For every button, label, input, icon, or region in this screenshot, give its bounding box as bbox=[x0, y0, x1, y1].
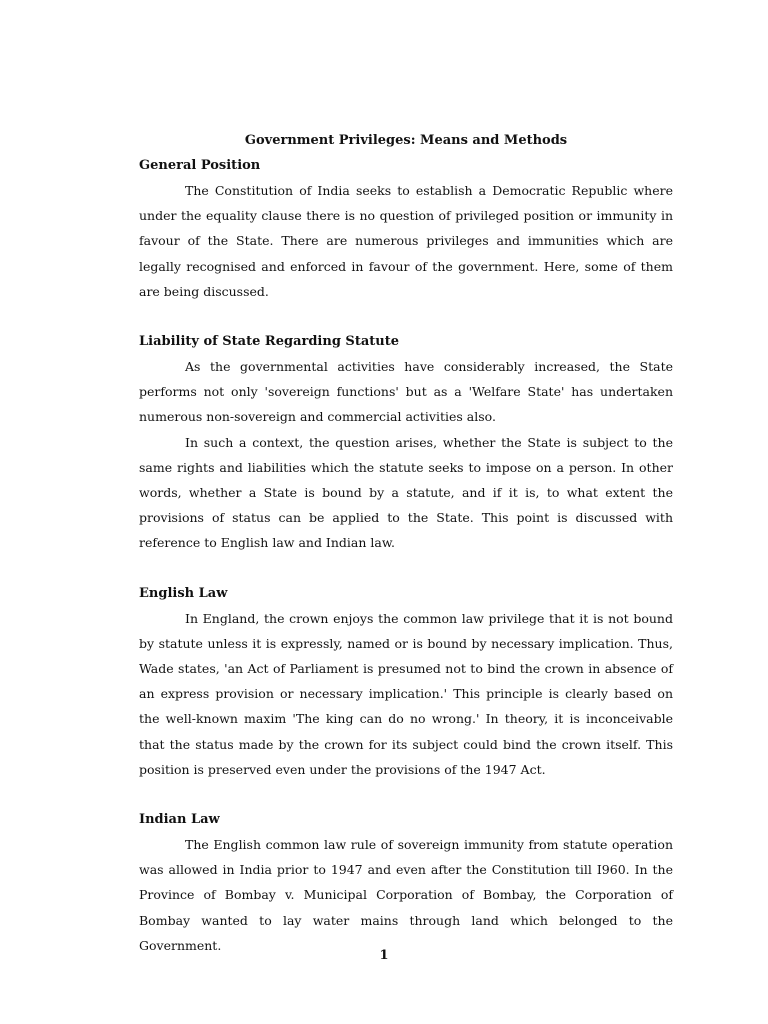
section-paragraph: In England, the crown enjoys the common law privilege that it is not bound by statute unless it is expressly, named or is bound by necessary implication. Thus, Wade states, 'an Act of Parliament is presumed not to bind the crown in absence of an express provision or necessary implication.' This principle is clearly based on the well-known maxim 'The king can do no wrong.' In theory, it is inconceivable that the status made by the crown for its subject could bind the crown itself. This position is preserved even under the provisions of the 1947 Act. bbox=[139, 610, 673, 777]
section-heading: Indian Law bbox=[139, 812, 220, 828]
document-title: Government Privileges: Means and Methods bbox=[244, 133, 568, 148]
page-number: 1 bbox=[379, 948, 389, 963]
section-heading: General Position bbox=[139, 158, 261, 173]
section-heading: English Law bbox=[139, 585, 228, 601]
section-indian-law bbox=[139, 807, 673, 958]
section-paragraph: The English common law rule of sovereign immunity from statute operation was allowed in India prior to 1947 and even after the Constitution till I960. In the Province of Bombay v. Municipal Corporation of Bombay, the Corporation of Bombay wanted to lay water mains through land which belonged to the Government. bbox=[139, 837, 673, 953]
section-liability-of-state bbox=[139, 329, 673, 556]
section-spacer bbox=[139, 556, 673, 581]
section-general-position bbox=[139, 153, 673, 304]
section-paragraph: The Constitution of India seeks to establish a Democratic Republic where under the equality clause there is no question of privileged position or immunity in favour of the State. There are numerous privileges and immunities which are legally recognised and enforced in favour of the government. Here, some of them are being discussed. bbox=[139, 183, 673, 299]
section-paragraph: In such a context, the question arises, whether the State is subject to the same rights and liabilities which the statute seeks to impose on a person. In other words, whether a State is bound by a statute, and if it is, to what extent the provisions of status can be applied to the State. This point is discussed with reference to English law and Indian law. bbox=[139, 434, 673, 551]
section-paragraph: As the governmental activities have considerably increased, the State performs not only 'sovereign functions' but as a 'Welfare State' has undertaken numerous non-sovereign and commercial activities also. bbox=[139, 359, 673, 425]
document-body bbox=[139, 128, 673, 958]
section-heading: Liability of State Regarding Statute bbox=[139, 334, 399, 350]
section-spacer bbox=[139, 304, 673, 329]
section-english-law bbox=[139, 581, 673, 782]
section-spacer bbox=[139, 782, 673, 807]
